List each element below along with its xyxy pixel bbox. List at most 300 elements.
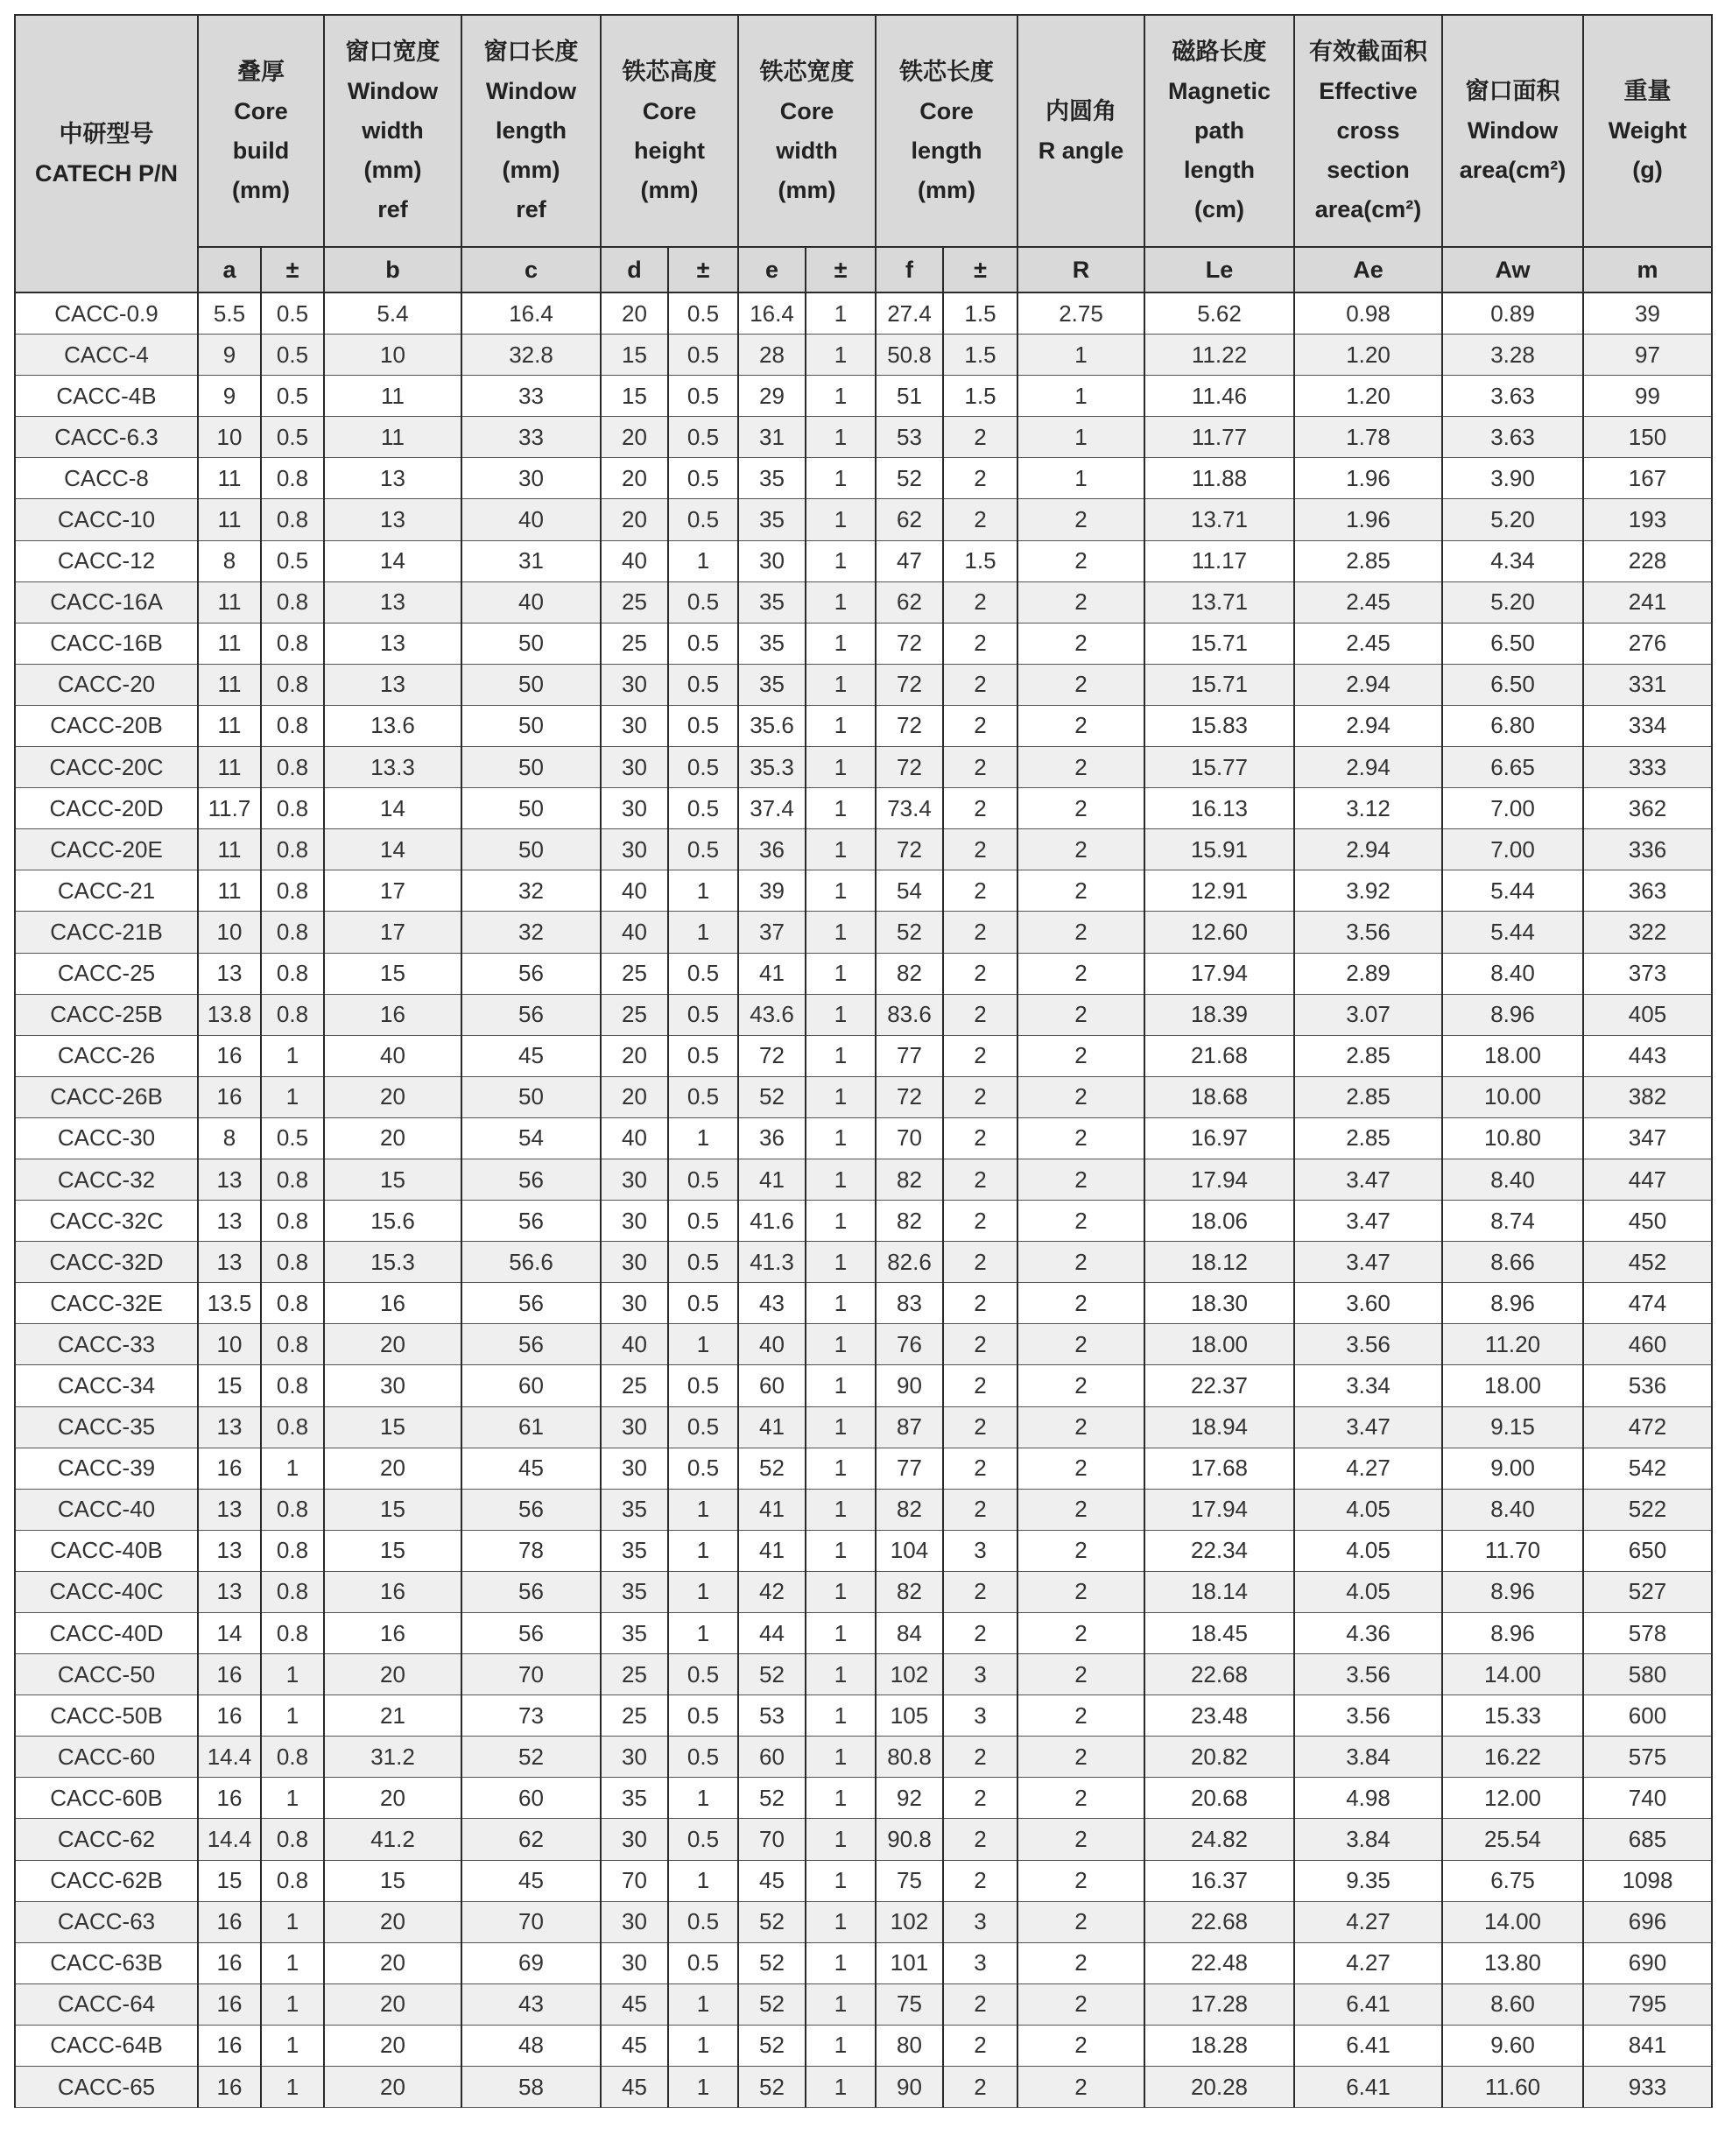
table-cell: 82.6 [876, 1242, 943, 1283]
column-header-line: (mm) [640, 176, 699, 203]
column-header-e [738, 15, 876, 247]
table-cell: 15 [324, 1489, 461, 1530]
table-cell: 75 [876, 1860, 943, 1901]
table-cell: 72 [876, 623, 943, 664]
table-cell: 18.00 [1442, 1035, 1583, 1076]
table-cell: 30 [601, 1283, 668, 1324]
table-cell: 1 [806, 1159, 876, 1200]
table-cell: 9 [198, 376, 261, 417]
table-cell: 8.74 [1442, 1201, 1583, 1242]
table-row [15, 2067, 1712, 2108]
part-number-cell: CACC-39 [15, 1448, 198, 1489]
table-cell: 1 [668, 1613, 738, 1654]
table-cell: 35 [738, 581, 806, 623]
table-cell: 56 [461, 1489, 601, 1530]
table-cell: 0.8 [261, 870, 324, 912]
table-cell: 0.5 [261, 292, 324, 335]
table-cell: 795 [1583, 1983, 1712, 2025]
part-number-cell: CACC-20E [15, 829, 198, 870]
part-number-cell: CACC-62 [15, 1819, 198, 1860]
column-header-line: Core [234, 97, 288, 124]
table-cell: 0.5 [668, 417, 738, 458]
table-cell: 2 [1017, 1571, 1144, 1612]
table-cell: 4.05 [1294, 1530, 1442, 1571]
table-cell: 72 [876, 829, 943, 870]
table-cell: 18.00 [1442, 1365, 1583, 1406]
part-number-cell: CACC-26 [15, 1035, 198, 1076]
column-header-line: Magnetic [1167, 78, 1271, 104]
table-cell: 41 [738, 1406, 806, 1448]
table-cell: 1 [806, 1035, 876, 1076]
table-cell: 11 [198, 705, 261, 746]
table-cell: 1 [261, 1035, 324, 1076]
table-cell: 2 [1017, 1901, 1144, 1942]
table-cell: 16.4 [738, 292, 806, 335]
table-cell: 2 [1017, 788, 1144, 829]
table-cell: 40 [324, 1035, 461, 1076]
column-header-line: build [232, 137, 290, 164]
table-cell: 20 [324, 1448, 461, 1489]
table-cell: 13.71 [1144, 499, 1294, 540]
table-cell: 16 [198, 2025, 261, 2066]
column-header-line: Weight [1608, 117, 1687, 144]
column-header-line: (mm) [232, 176, 290, 203]
table-cell: 60 [738, 1737, 806, 1778]
table-cell: 0.5 [668, 292, 738, 335]
table-row [15, 540, 1712, 581]
part-number-cell: CACC-4B [15, 376, 198, 417]
table-cell: 0.5 [668, 747, 738, 788]
part-number-cell: CACC-63B [15, 1942, 198, 1983]
table-cell: 2 [943, 870, 1017, 912]
table-cell: 1 [261, 1983, 324, 2025]
table-cell: 47 [876, 540, 943, 581]
table-cell: 1 [806, 1324, 876, 1365]
column-header-c [461, 15, 601, 247]
table-cell: 53 [876, 417, 943, 458]
table-cell: 10 [198, 1324, 261, 1365]
table-cell: 25 [601, 1654, 668, 1695]
table-cell: 16 [198, 2067, 261, 2108]
table-cell: 1 [806, 376, 876, 417]
table-row [15, 1778, 1712, 1819]
table-cell: 2 [943, 1571, 1017, 1612]
table-cell: 70 [601, 1860, 668, 1901]
table-row [15, 1860, 1712, 1901]
table-cell: 0.5 [668, 1695, 738, 1737]
table-cell: 35 [601, 1778, 668, 1819]
part-number-cell: CACC-64 [15, 1983, 198, 2025]
table-cell: 17.68 [1144, 1448, 1294, 1489]
table-cell: 0.5 [668, 829, 738, 870]
table-cell: 56 [461, 1324, 601, 1365]
table-cell: 2 [943, 1860, 1017, 1901]
table-cell: 167 [1583, 458, 1712, 499]
table-cell: 40 [601, 540, 668, 581]
table-cell: 6.41 [1294, 2067, 1442, 2108]
table-cell: 2 [1017, 2067, 1144, 2108]
table-cell: 69 [461, 1942, 601, 1983]
table-cell: 542 [1583, 1448, 1712, 1489]
subheader-cell: a [198, 247, 261, 292]
part-number-cell: CACC-62B [15, 1860, 198, 1901]
table-cell: 0.5 [668, 376, 738, 417]
table-cell: 3.07 [1294, 994, 1442, 1035]
table-cell: 45 [601, 1983, 668, 2025]
table-cell: 347 [1583, 1117, 1712, 1159]
table-cell: 16 [198, 1035, 261, 1076]
table-cell: 17 [324, 912, 461, 953]
table-cell: 10.00 [1442, 1076, 1583, 1117]
part-number-cell: CACC-40D [15, 1613, 198, 1654]
table-cell: 8 [198, 1117, 261, 1159]
table-cell: 52 [738, 1778, 806, 1819]
table-cell: 0.5 [668, 1448, 738, 1489]
table-cell: 11.70 [1442, 1530, 1583, 1571]
table-cell: 4.27 [1294, 1448, 1442, 1489]
table-cell: 28 [738, 335, 806, 376]
table-cell: 72 [876, 664, 943, 705]
table-cell: 1.5 [943, 540, 1017, 581]
table-cell: 2 [943, 1613, 1017, 1654]
table-cell: 16.97 [1144, 1117, 1294, 1159]
table-cell: 6.41 [1294, 1983, 1442, 2025]
table-cell: 0.8 [261, 1489, 324, 1530]
table-cell: 13 [198, 1571, 261, 1612]
subheader-cell: ± [806, 247, 876, 292]
table-cell: 12.91 [1144, 870, 1294, 912]
table-cell: 8.96 [1442, 994, 1583, 1035]
table-cell: 3 [943, 1695, 1017, 1737]
table-cell: 82 [876, 1571, 943, 1612]
table-cell: 472 [1583, 1406, 1712, 1448]
table-cell: 22.68 [1144, 1901, 1294, 1942]
table-cell: 2 [1017, 1283, 1144, 1324]
table-cell: 3 [943, 1530, 1017, 1571]
table-cell: 2 [1017, 870, 1144, 912]
table-cell: 2.85 [1294, 1035, 1442, 1076]
table-cell: 3.63 [1442, 417, 1583, 458]
table-cell: 3 [943, 1942, 1017, 1983]
table-cell: 13 [198, 1201, 261, 1242]
table-cell: 0.8 [261, 1737, 324, 1778]
table-cell: 20 [324, 1117, 461, 1159]
table-cell: 362 [1583, 788, 1712, 829]
table-cell: 2 [1017, 1530, 1144, 1571]
table-cell: 25 [601, 994, 668, 1035]
table-cell: 2 [943, 1819, 1017, 1860]
table-row [15, 1448, 1712, 1489]
table-cell: 1 [806, 1654, 876, 1695]
table-cell: 2 [1017, 1117, 1144, 1159]
table-cell: 8.96 [1442, 1283, 1583, 1324]
table-cell: 1 [806, 1778, 876, 1819]
table-cell: 52 [876, 912, 943, 953]
table-cell: 2.45 [1294, 623, 1442, 664]
table-cell: 1 [668, 1778, 738, 1819]
table-cell: 56 [461, 1283, 601, 1324]
table-cell: 16 [198, 1778, 261, 1819]
table-row [15, 2025, 1712, 2066]
table-cell: 10 [198, 417, 261, 458]
table-cell: 2.85 [1294, 540, 1442, 581]
table-cell: 25 [601, 581, 668, 623]
table-cell: 15.6 [324, 1201, 461, 1242]
table-cell: 20 [324, 1778, 461, 1819]
table-cell: 1 [261, 2025, 324, 2066]
table-cell: 14.4 [198, 1737, 261, 1778]
table-cell: 41 [738, 1159, 806, 1200]
column-header-line: 重量 [1623, 78, 1672, 104]
table-cell: 580 [1583, 1654, 1712, 1695]
table-cell: 15 [601, 376, 668, 417]
table-cell: 1 [668, 2025, 738, 2066]
table-cell: 16 [198, 1942, 261, 1983]
table-cell: 30 [601, 1901, 668, 1942]
table-cell: 1 [806, 829, 876, 870]
table-cell: 0.5 [668, 499, 738, 540]
table-cell: 2 [1017, 581, 1144, 623]
column-header-line: width [362, 117, 424, 144]
table-cell: 363 [1583, 870, 1712, 912]
table-cell: 30 [601, 1406, 668, 1448]
table-cell: 2.75 [1017, 292, 1144, 335]
table-row [15, 1654, 1712, 1695]
table-cell: 0.5 [668, 994, 738, 1035]
part-number-cell: CACC-30 [15, 1117, 198, 1159]
table-cell: 15.83 [1144, 705, 1294, 746]
table-row [15, 1942, 1712, 1983]
table-cell: 1 [806, 747, 876, 788]
table-cell: 0.8 [261, 499, 324, 540]
table-cell: 527 [1583, 1571, 1712, 1612]
table-cell: 1 [806, 540, 876, 581]
subheader-cell: ± [943, 247, 1017, 292]
table-cell: 0.5 [668, 1365, 738, 1406]
table-cell: 40 [461, 581, 601, 623]
column-header-line: length [1184, 157, 1255, 183]
table-cell: 60 [461, 1778, 601, 1819]
table-cell: 4.05 [1294, 1489, 1442, 1530]
table-cell: 20 [324, 1324, 461, 1365]
table-cell: 1098 [1583, 1860, 1712, 1901]
part-number-cell: CACC-64B [15, 2025, 198, 2066]
table-cell: 56.6 [461, 1242, 601, 1283]
table-row [15, 1406, 1712, 1448]
table-cell: 77 [876, 1448, 943, 1489]
header-row [15, 15, 1712, 247]
table-cell: 13 [198, 1489, 261, 1530]
table-cell: 1.96 [1294, 458, 1442, 499]
table-cell: 1 [1017, 458, 1144, 499]
table-cell: 20.68 [1144, 1778, 1294, 1819]
table-cell: 600 [1583, 1695, 1712, 1737]
part-number-cell: CACC-40B [15, 1530, 198, 1571]
table-cell: 25 [601, 1695, 668, 1737]
part-number-cell: CACC-16B [15, 623, 198, 664]
table-cell: 2 [1017, 1324, 1144, 1365]
table-cell: 82 [876, 953, 943, 994]
table-cell: 35 [601, 1530, 668, 1571]
column-header-f [876, 15, 1017, 247]
table-cell: 54 [876, 870, 943, 912]
table-cell: 102 [876, 1654, 943, 1695]
part-number-cell: CACC-21B [15, 912, 198, 953]
table-row [15, 1117, 1712, 1159]
table-cell: 2 [1017, 623, 1144, 664]
table-cell: 2 [943, 1159, 1017, 1200]
column-header-line: cross [1336, 117, 1400, 144]
table-cell: 30 [601, 747, 668, 788]
part-number-cell: CACC-40 [15, 1489, 198, 1530]
table-cell: 460 [1583, 1324, 1712, 1365]
table-cell: 1 [806, 1076, 876, 1117]
table-cell: 52 [738, 1448, 806, 1489]
column-header-line: 铁芯长度 [899, 58, 994, 85]
column-header-line: Effective [1319, 78, 1418, 104]
table-cell: 102 [876, 1901, 943, 1942]
table-cell: 1.20 [1294, 376, 1442, 417]
table-cell: 20.28 [1144, 2067, 1294, 2108]
table-cell: 0.5 [668, 705, 738, 746]
table-cell: 3.47 [1294, 1406, 1442, 1448]
table-cell: 0.8 [261, 912, 324, 953]
table-cell: 11 [324, 376, 461, 417]
table-cell: 14.00 [1442, 1901, 1583, 1942]
table-cell: 2 [943, 499, 1017, 540]
table-cell: 2 [943, 1448, 1017, 1489]
table-cell: 2 [943, 829, 1017, 870]
table-cell: 382 [1583, 1076, 1712, 1117]
table-cell: 16 [324, 1283, 461, 1324]
table-cell: 15 [198, 1365, 261, 1406]
table-cell: 18.00 [1144, 1324, 1294, 1365]
table-cell: 11 [198, 870, 261, 912]
table-cell: 1 [806, 1571, 876, 1612]
table-cell: 37.4 [738, 788, 806, 829]
table-cell: 13 [324, 623, 461, 664]
table-cell: 52 [738, 1901, 806, 1942]
column-header-line: 叠厚 [237, 58, 285, 85]
table-cell: 0.5 [261, 335, 324, 376]
table-cell: 4.27 [1294, 1901, 1442, 1942]
column-header-line: 磁路长度 [1172, 39, 1267, 65]
table-cell: 1 [806, 2067, 876, 2108]
table-cell: 4.36 [1294, 1613, 1442, 1654]
table-cell: 1 [261, 2067, 324, 2108]
part-number-cell: CACC-40C [15, 1571, 198, 1612]
table-cell: 0.5 [668, 1819, 738, 1860]
table-cell: 60 [461, 1365, 601, 1406]
table-row [15, 1489, 1712, 1530]
table-cell: 0.5 [668, 1654, 738, 1695]
table-cell: 2 [1017, 1159, 1144, 1200]
table-cell: 8.40 [1442, 1159, 1583, 1200]
table-cell: 48 [461, 2025, 601, 2066]
table-cell: 43.6 [738, 994, 806, 1035]
table-cell: 101 [876, 1942, 943, 1983]
table-cell: 2 [1017, 540, 1144, 581]
table-cell: 6.75 [1442, 1860, 1583, 1901]
table-cell: 5.4 [324, 292, 461, 335]
table-cell: 13 [198, 1406, 261, 1448]
table-cell: 276 [1583, 623, 1712, 664]
table-row [15, 1819, 1712, 1860]
table-cell: 16 [324, 1613, 461, 1654]
table-cell: 3.63 [1442, 376, 1583, 417]
table-cell: 82 [876, 1159, 943, 1200]
table-cell: 2 [943, 1283, 1017, 1324]
table-cell: 56 [461, 994, 601, 1035]
table-cell: 1 [1017, 335, 1144, 376]
column-header-line: length [496, 117, 567, 144]
table-cell: 1 [806, 1242, 876, 1283]
table-cell: 35 [601, 1571, 668, 1612]
table-cell: 17.94 [1144, 1489, 1294, 1530]
table-cell: 2 [943, 1201, 1017, 1242]
table-cell: 2 [1017, 664, 1144, 705]
table-cell: 31 [738, 417, 806, 458]
table-cell: 2.94 [1294, 747, 1442, 788]
column-header-line: 窗口宽度 [345, 39, 440, 65]
table-cell: 15.33 [1442, 1695, 1583, 1737]
table-cell: 1.5 [943, 292, 1017, 335]
table-cell: 32 [461, 912, 601, 953]
table-cell: 1 [806, 994, 876, 1035]
part-number-cell: CACC-26B [15, 1076, 198, 1117]
table-cell: 1 [668, 2067, 738, 2108]
table-cell: 3 [943, 1654, 1017, 1695]
table-cell: 15 [324, 953, 461, 994]
table-row [15, 1983, 1712, 2025]
part-number-cell: CACC-6.3 [15, 417, 198, 458]
table-cell: 1 [806, 1448, 876, 1489]
table-cell: 30 [601, 705, 668, 746]
table-cell: 2 [1017, 1035, 1144, 1076]
table-cell: 2 [1017, 1365, 1144, 1406]
table-row [15, 1365, 1712, 1406]
column-header-line: 中研型号 [59, 120, 154, 147]
table-cell: 2.85 [1294, 1117, 1442, 1159]
subheader-cell: ± [668, 247, 738, 292]
table-cell: 31.2 [324, 1737, 461, 1778]
part-number-cell: CACC-10 [15, 499, 198, 540]
table-cell: 41.6 [738, 1201, 806, 1242]
table-row [15, 953, 1712, 994]
table-cell: 0.5 [668, 1901, 738, 1942]
table-cell: 32 [461, 870, 601, 912]
column-header-line: height [634, 137, 705, 164]
table-row [15, 1283, 1712, 1324]
table-cell: 2 [943, 2025, 1017, 2066]
subheader-cell: m [1583, 247, 1712, 292]
table-cell: 3.47 [1294, 1242, 1442, 1283]
table-cell: 20 [324, 2025, 461, 2066]
table-cell: 0.98 [1294, 292, 1442, 335]
table-cell: 150 [1583, 417, 1712, 458]
part-number-cell: CACC-50 [15, 1654, 198, 1695]
table-cell: 1 [261, 1695, 324, 1737]
table-cell: 2 [1017, 1737, 1144, 1778]
table-cell: 5.5 [198, 292, 261, 335]
table-row [15, 664, 1712, 705]
table-cell: 20 [324, 1076, 461, 1117]
table-cell: 5.20 [1442, 581, 1583, 623]
table-cell: 0.5 [668, 1283, 738, 1324]
part-number-cell: CACC-60 [15, 1737, 198, 1778]
table-cell: 2.89 [1294, 953, 1442, 994]
table-cell: 2 [943, 1489, 1017, 1530]
